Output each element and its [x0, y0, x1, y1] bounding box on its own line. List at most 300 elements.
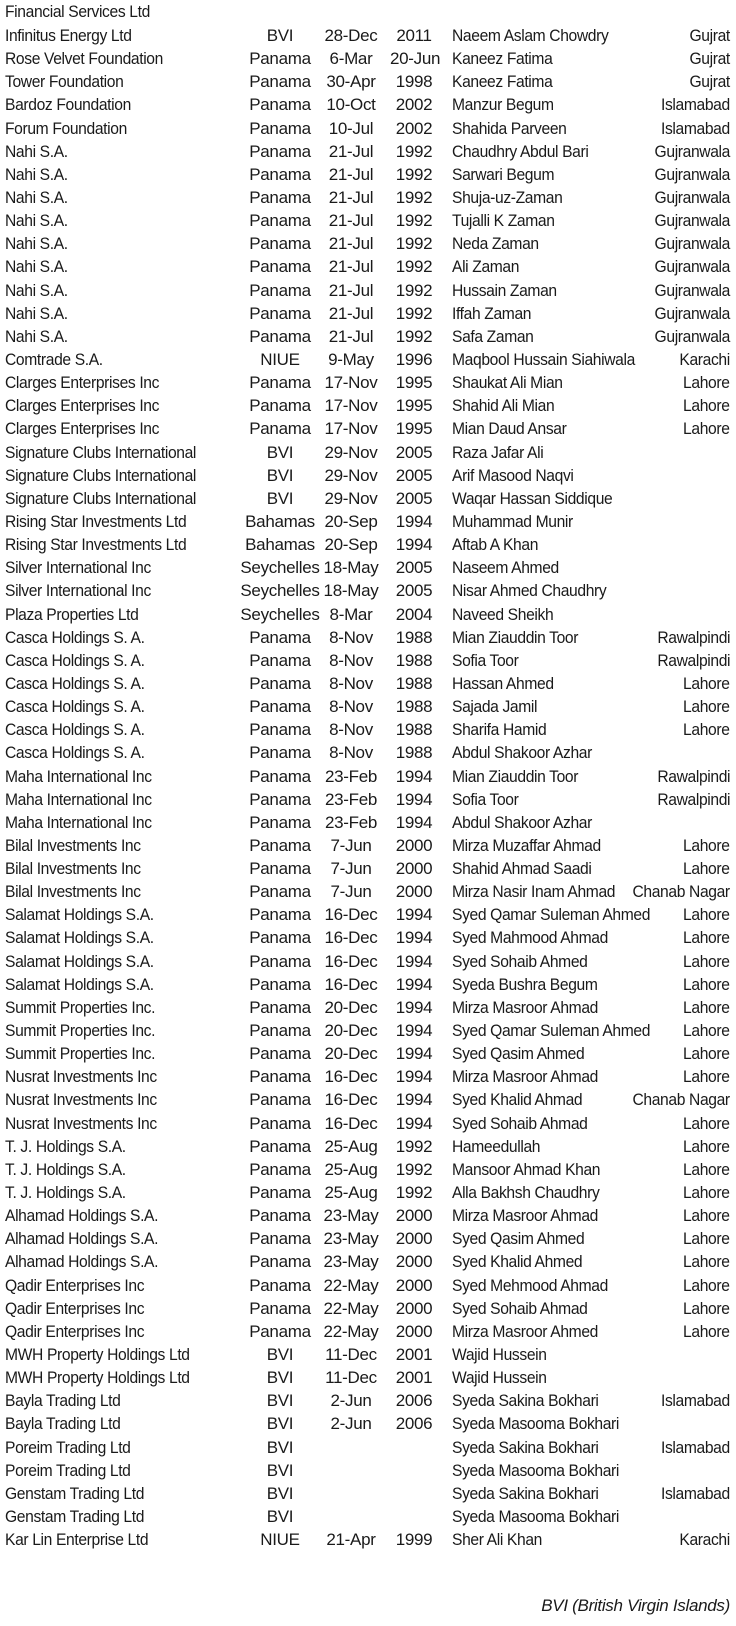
person-cell: Shahid Ahmad Saadi [452, 859, 592, 879]
table-row [0, 649, 736, 672]
year-cell: 1988 [395, 743, 433, 763]
date-cell: 16-Dec [324, 905, 378, 925]
person-cell: Safa Zaman [452, 326, 534, 346]
table-row [0, 1181, 736, 1204]
jurisdiction-cell: Panama [249, 1021, 311, 1041]
table-row [0, 232, 736, 255]
person-cell: Shahid Ali Mian [452, 396, 555, 416]
person-cell: Chaudhry Abdul Bari [452, 141, 589, 161]
city-cell: Rawalpindi [657, 627, 730, 647]
table-row [0, 279, 736, 302]
company-cell: Infinitus Energy Ltd [5, 26, 132, 45]
date-cell: 16-Dec [324, 974, 378, 994]
table-row [0, 857, 736, 880]
jurisdiction-cell: BVI [266, 1368, 294, 1388]
year-cell: 2005 [395, 442, 433, 462]
city-cell: Lahore [683, 928, 730, 948]
company-cell: Maha International Inc [5, 766, 152, 786]
table-row [0, 1320, 736, 1343]
table-row [0, 1227, 736, 1250]
person-cell: Tujalli K Zaman [452, 211, 555, 231]
company-cell: Clarges Enterprises Inc [5, 373, 160, 393]
date-cell: 22-May [323, 1298, 379, 1318]
year-cell: 1992 [395, 280, 433, 300]
date-cell: 21-Jul [328, 257, 374, 277]
year-cell: 2000 [395, 1275, 433, 1295]
jurisdiction-cell: Panama [249, 72, 311, 92]
company-cell: Nahi S.A. [5, 257, 68, 277]
jurisdiction-cell: Panama [249, 1252, 311, 1272]
table-row [0, 348, 736, 371]
company-cell: Alhamad Holdings S.A. [5, 1252, 159, 1272]
table-row [0, 718, 736, 741]
person-cell: Naeem Aslam Chowdry [452, 26, 609, 45]
year-cell: 2000 [395, 1321, 433, 1341]
date-cell: 2-Jun [330, 1414, 372, 1434]
company-cell: Qadir Enterprises Inc [5, 1275, 145, 1295]
city-cell: Lahore [683, 396, 730, 416]
date-cell: 8-Nov [329, 673, 373, 693]
date-cell: 18-May [323, 581, 379, 601]
city-cell: Lahore [683, 997, 730, 1017]
jurisdiction-cell: Panama [249, 373, 311, 393]
year-cell: 1995 [395, 396, 433, 416]
jurisdiction-cell: Panama [249, 1183, 311, 1203]
table-row [0, 371, 736, 394]
jurisdiction-cell: BVI [266, 488, 294, 508]
company-cell: Rising Star Investments Ltd [5, 535, 187, 555]
date-cell: 29-Nov [324, 488, 378, 508]
table-row [0, 24, 736, 47]
date-cell: 7-Jun [330, 835, 372, 855]
year-cell: 1994 [395, 905, 433, 925]
jurisdiction-cell: NIUE [260, 349, 300, 369]
city-cell: Lahore [683, 1183, 730, 1203]
jurisdiction-cell: Panama [249, 1136, 311, 1156]
person-cell: Mian Ziauddin Toor [452, 766, 579, 786]
city-cell: Lahore [683, 835, 730, 855]
year-cell: 1998 [395, 72, 433, 92]
table-row [0, 510, 736, 533]
jurisdiction-cell: BVI [266, 1391, 294, 1411]
date-cell: 23-May [323, 1252, 379, 1272]
company-cell: Nahi S.A. [5, 164, 68, 184]
year-cell: 1994 [395, 789, 433, 809]
company-cell: Bayla Trading Ltd [5, 1391, 121, 1411]
person-cell: Mirza Nasir Inam Ahmad [452, 882, 616, 902]
table-row [0, 765, 736, 788]
company-cell: Nusrat Investments Inc [5, 1090, 157, 1110]
company-cell: Signature Clubs International [5, 465, 197, 485]
year-cell: 1992 [395, 1159, 433, 1179]
table-row [0, 47, 736, 70]
table-row [0, 626, 736, 649]
city-cell: Chanab Nagar [632, 1090, 730, 1110]
jurisdiction-cell: BVI [266, 442, 294, 462]
city-cell: Lahore [683, 1159, 730, 1179]
city-cell: Lahore [683, 1321, 730, 1341]
year-cell: 1988 [395, 720, 433, 740]
jurisdiction-cell: Seychelles [240, 604, 320, 624]
table-row [0, 903, 736, 926]
table-row [0, 1459, 736, 1482]
company-cell: Summit Properties Inc. [5, 997, 156, 1017]
jurisdiction-cell: BVI [266, 1460, 294, 1480]
city-cell: Lahore [683, 1044, 730, 1064]
jurisdiction-cell: Panama [249, 951, 311, 971]
person-cell: Sofia Toor [452, 789, 519, 809]
date-cell: 20-Dec [324, 1044, 378, 1064]
city-cell: Lahore [683, 720, 730, 740]
year-cell: 1994 [395, 928, 433, 948]
year-cell: 2005 [395, 465, 433, 485]
jurisdiction-cell: BVI [266, 1483, 294, 1503]
jurisdiction-cell: Panama [249, 187, 311, 207]
jurisdiction-cell: Panama [249, 1321, 311, 1341]
date-cell: 23-May [323, 1229, 379, 1249]
year-cell: 1994 [395, 1113, 433, 1133]
person-cell: Syed Khalid Ahmed [452, 1252, 583, 1272]
year-cell: 1988 [395, 697, 433, 717]
table-row [0, 1204, 736, 1227]
city-cell: Lahore [683, 1206, 730, 1226]
city-cell: Rawalpindi [657, 789, 730, 809]
person-cell: Syed Sohaib Ahmed [452, 951, 588, 971]
jurisdiction-cell: Panama [249, 1090, 311, 1110]
table-row [0, 1436, 736, 1459]
date-cell: 8-Nov [329, 650, 373, 670]
company-cell: Bilal Investments Inc [5, 882, 141, 902]
company-cell: Signature Clubs International [5, 488, 197, 508]
date-cell: 20-Sep [324, 535, 378, 555]
company-cell: Casca Holdings S. A. [5, 673, 145, 693]
year-cell: 1992 [395, 234, 433, 254]
person-cell: Syed Qasim Ahmed [452, 1044, 585, 1064]
jurisdiction-cell: Panama [249, 1229, 311, 1249]
date-cell: 6-Mar [329, 49, 373, 69]
year-cell: 20-Jun [390, 49, 441, 69]
year-cell: 1995 [395, 419, 433, 439]
year-cell: 1992 [395, 303, 433, 323]
company-cell: Casca Holdings S. A. [5, 627, 145, 647]
person-cell: Iffah Zaman [452, 303, 532, 323]
year-cell: 1992 [395, 257, 433, 277]
person-cell: Waqar Hassan Siddique [452, 488, 613, 508]
date-cell: 22-May [323, 1275, 379, 1295]
city-cell: Lahore [683, 1021, 730, 1041]
company-cell: Poreim Trading Ltd [5, 1437, 131, 1457]
jurisdiction-cell: Panama [249, 1044, 311, 1064]
jurisdiction-cell: Panama [249, 280, 311, 300]
jurisdiction-cell: Panama [249, 743, 311, 763]
person-cell: Abdul Shakoor Azhar [452, 812, 592, 832]
person-cell: Syed Sohaib Ahmad [452, 1113, 588, 1133]
table-row [0, 163, 736, 186]
date-cell: 21-Jul [328, 187, 374, 207]
table-body [0, 24, 736, 1551]
table-row [0, 70, 736, 93]
city-cell: Lahore [683, 419, 730, 439]
year-cell: 2000 [395, 1252, 433, 1272]
table-row [0, 1412, 736, 1435]
company-cell: Maha International Inc [5, 789, 152, 809]
company-cell: Salamat Holdings S.A. [5, 928, 154, 948]
city-cell: Gujranwala [654, 187, 730, 207]
year-cell: 2000 [395, 1206, 433, 1226]
table-row [0, 1158, 736, 1181]
date-cell: 10-Oct [326, 95, 376, 115]
person-cell: Mirza Masroor Ahmed [452, 1321, 598, 1341]
person-cell: Kaneez Fatima [452, 49, 553, 69]
company-cell: Clarges Enterprises Inc [5, 396, 160, 416]
date-cell: 18-May [323, 558, 379, 578]
jurisdiction-cell: BVI [266, 1345, 294, 1365]
company-cell: Nahi S.A. [5, 187, 68, 207]
table-row [0, 811, 736, 834]
table-row [0, 1112, 736, 1135]
company-cell: MWH Property Holdings Ltd [5, 1345, 190, 1365]
jurisdiction-cell: BVI [266, 465, 294, 485]
table-row [0, 394, 736, 417]
jurisdiction-cell: Panama [249, 697, 311, 717]
city-cell: Gujranwala [654, 211, 730, 231]
city-cell: Lahore [683, 1113, 730, 1133]
city-cell: Lahore [683, 697, 730, 717]
date-cell: 16-Dec [324, 951, 378, 971]
city-cell: Lahore [683, 1229, 730, 1249]
table-row [0, 996, 736, 1019]
date-cell: 20-Sep [324, 511, 378, 531]
year-cell: 1994 [395, 951, 433, 971]
jurisdiction-cell: Panama [249, 974, 311, 994]
city-cell: Lahore [683, 373, 730, 393]
company-cell: Salamat Holdings S.A. [5, 905, 154, 925]
table-row [0, 834, 736, 857]
company-cell: Casca Holdings S. A. [5, 720, 145, 740]
company-cell: Forum Foundation [5, 118, 127, 138]
company-cell: Clarges Enterprises Inc [5, 419, 160, 439]
year-cell: 2000 [395, 859, 433, 879]
date-cell: 17-Nov [324, 373, 378, 393]
table-row [0, 441, 736, 464]
date-cell: 7-Jun [330, 882, 372, 902]
table-row [0, 117, 736, 140]
person-cell: Syed Khalid Ahmad [452, 1090, 583, 1110]
date-cell: 21-Jul [328, 303, 374, 323]
date-cell: 21-Jul [328, 164, 374, 184]
company-cell: Nusrat Investments Inc [5, 1113, 157, 1133]
company-cell: Signature Clubs International [5, 442, 197, 462]
table-row [0, 186, 736, 209]
person-cell: Syed Qamar Suleman Ahmed [452, 1021, 651, 1041]
table-row [0, 302, 736, 325]
person-cell: Syeda Masooma Bokhari [452, 1507, 620, 1526]
jurisdiction-cell: Panama [249, 835, 311, 855]
date-cell: 30-Apr [326, 72, 376, 92]
year-cell: 1996 [395, 349, 433, 369]
table-row [0, 464, 736, 487]
jurisdiction-cell: Panama [249, 1159, 311, 1179]
date-cell: 21-Jul [328, 141, 374, 161]
year-cell: 1994 [395, 997, 433, 1017]
company-cell: Nahi S.A. [5, 141, 68, 161]
city-cell: Islamabad [661, 1391, 730, 1411]
person-cell: Mian Daud Ansar [452, 419, 567, 439]
company-cell: Casca Holdings S. A. [5, 650, 145, 670]
jurisdiction-cell: Panama [249, 997, 311, 1017]
year-cell: 2000 [395, 835, 433, 855]
table-row [0, 695, 736, 718]
jurisdiction-cell: Panama [249, 905, 311, 925]
table-row [0, 1482, 736, 1505]
table-row [0, 1065, 736, 1088]
table-row [0, 1528, 736, 1551]
person-cell: Muhammad Munir [452, 511, 573, 531]
year-cell: 2000 [395, 1229, 433, 1249]
company-cell: T. J. Holdings S.A. [5, 1159, 126, 1179]
city-cell: Gujranwala [654, 326, 730, 346]
company-cell: Plaza Properties Ltd [5, 604, 139, 624]
footnote: BVI (British Virgin Islands) [541, 1596, 730, 1615]
jurisdiction-cell: BVI [266, 1437, 294, 1457]
year-cell: 2006 [395, 1414, 433, 1434]
table-row [0, 1274, 736, 1297]
date-cell: 25-Aug [324, 1183, 378, 1203]
city-cell: Rawalpindi [657, 766, 730, 786]
person-cell: Wajid Hussein [452, 1345, 547, 1365]
person-cell: Neda Zaman [452, 234, 539, 254]
city-cell: Islamabad [661, 1437, 730, 1457]
date-cell: 20-Dec [324, 997, 378, 1017]
company-cell: Alhamad Holdings S.A. [5, 1229, 159, 1249]
city-cell: Lahore [683, 974, 730, 994]
person-cell: Raza Jafar Ali [452, 442, 544, 462]
table-row [0, 926, 736, 949]
company-name-fragment: Financial Services Ltd [5, 2, 150, 21]
jurisdiction-cell: Panama [249, 812, 311, 832]
jurisdiction-cell: Panama [249, 627, 311, 647]
city-cell: Karachi [679, 349, 730, 369]
date-cell: 23-Feb [324, 766, 378, 786]
date-cell: 16-Dec [324, 1067, 378, 1087]
person-cell: Syeda Sakina Bokhari [452, 1483, 599, 1503]
year-cell: 2002 [395, 118, 433, 138]
year-cell: 2005 [395, 488, 433, 508]
company-cell: Salamat Holdings S.A. [5, 974, 154, 994]
person-cell: Mirza Muzaffar Ahmad [452, 835, 601, 855]
table-row [0, 487, 736, 510]
person-cell: Syeda Sakina Bokhari [452, 1437, 599, 1457]
company-cell: Silver International Inc [5, 558, 151, 578]
person-cell: Naseem Ahmed [452, 558, 559, 578]
person-cell: Sofia Toor [452, 650, 519, 670]
company-cell: Bilal Investments Inc [5, 835, 141, 855]
company-cell: Qadir Enterprises Inc [5, 1298, 145, 1318]
table-row [0, 1042, 736, 1065]
person-cell: Sher Ali Khan [452, 1530, 543, 1550]
jurisdiction-cell: Panama [249, 650, 311, 670]
city-cell: Lahore [683, 951, 730, 971]
table-row [0, 556, 736, 579]
city-cell: Lahore [683, 1252, 730, 1272]
person-cell: Naveed Sheikh [452, 604, 554, 624]
table-row [0, 1088, 736, 1111]
year-cell: 2001 [395, 1345, 433, 1365]
person-cell: Nisar Ahmed Chaudhry [452, 581, 607, 601]
year-cell: 2005 [395, 558, 433, 578]
date-cell: 28-Dec [324, 26, 378, 45]
jurisdiction-cell: BVI [266, 1414, 294, 1434]
jurisdiction-cell: Panama [249, 95, 311, 115]
jurisdiction-cell: Panama [249, 419, 311, 439]
company-cell: Bilal Investments Inc [5, 859, 141, 879]
year-cell: 1992 [395, 1183, 433, 1203]
person-cell: Shuja-uz-Zaman [452, 187, 563, 207]
year-cell: 1994 [395, 1067, 433, 1087]
date-cell: 23-Feb [324, 789, 378, 809]
year-cell: 1988 [395, 627, 433, 647]
date-cell: 8-Nov [329, 697, 373, 717]
company-cell: Alhamad Holdings S.A. [5, 1206, 159, 1226]
city-cell: Lahore [683, 1298, 730, 1318]
date-cell: 11-Dec [325, 1345, 377, 1365]
company-cell: Genstam Trading Ltd [5, 1507, 145, 1526]
company-cell: Nahi S.A. [5, 234, 68, 254]
person-cell: Shahida Parveen [452, 118, 567, 138]
date-cell: 8-Nov [329, 743, 373, 763]
date-cell: 25-Aug [324, 1159, 378, 1179]
table-row [0, 533, 736, 556]
table-row [0, 1135, 736, 1158]
company-cell: Casca Holdings S. A. [5, 697, 145, 717]
jurisdiction-cell: BVI [266, 26, 294, 45]
year-cell: 1992 [395, 141, 433, 161]
jurisdiction-cell: Panama [249, 164, 311, 184]
table-row [0, 579, 736, 602]
person-cell: Arif Masood Naqvi [452, 465, 574, 485]
person-cell: Syed Qasim Ahmed [452, 1229, 585, 1249]
jurisdiction-cell: Panama [249, 859, 311, 879]
city-cell: Gujranwala [654, 303, 730, 323]
table-row [0, 255, 736, 278]
table-row [0, 1297, 736, 1320]
person-cell: Mirza Masroor Ahmad [452, 997, 598, 1017]
city-cell: Rawalpindi [657, 650, 730, 670]
person-cell: Syeda Sakina Bokhari [452, 1391, 599, 1411]
company-cell: Bayla Trading Ltd [5, 1414, 121, 1434]
person-cell: Mansoor Ahmad Khan [452, 1159, 601, 1179]
date-cell: 10-Jul [328, 118, 374, 138]
person-cell: Sharifa Hamid [452, 720, 547, 740]
year-cell: 2006 [395, 1391, 433, 1411]
date-cell: 16-Dec [324, 1090, 378, 1110]
person-cell: Sajada Jamil [452, 697, 538, 717]
date-cell: 7-Jun [330, 859, 372, 879]
person-cell: Hussain Zaman [452, 280, 557, 300]
person-cell: Wajid Hussein [452, 1368, 547, 1388]
city-cell: Gujrat [689, 72, 730, 92]
date-cell: 17-Nov [324, 419, 378, 439]
year-cell: 2000 [395, 882, 433, 902]
year-cell: 1994 [395, 766, 433, 786]
company-cell: Rising Star Investments Ltd [5, 511, 187, 531]
city-cell: Gujrat [689, 49, 730, 69]
date-cell: 20-Dec [324, 1021, 378, 1041]
city-cell: Gujrat [689, 26, 730, 45]
city-cell: Gujranwala [654, 257, 730, 277]
person-cell: Manzur Begum [452, 95, 554, 115]
year-cell: 1994 [395, 1044, 433, 1064]
